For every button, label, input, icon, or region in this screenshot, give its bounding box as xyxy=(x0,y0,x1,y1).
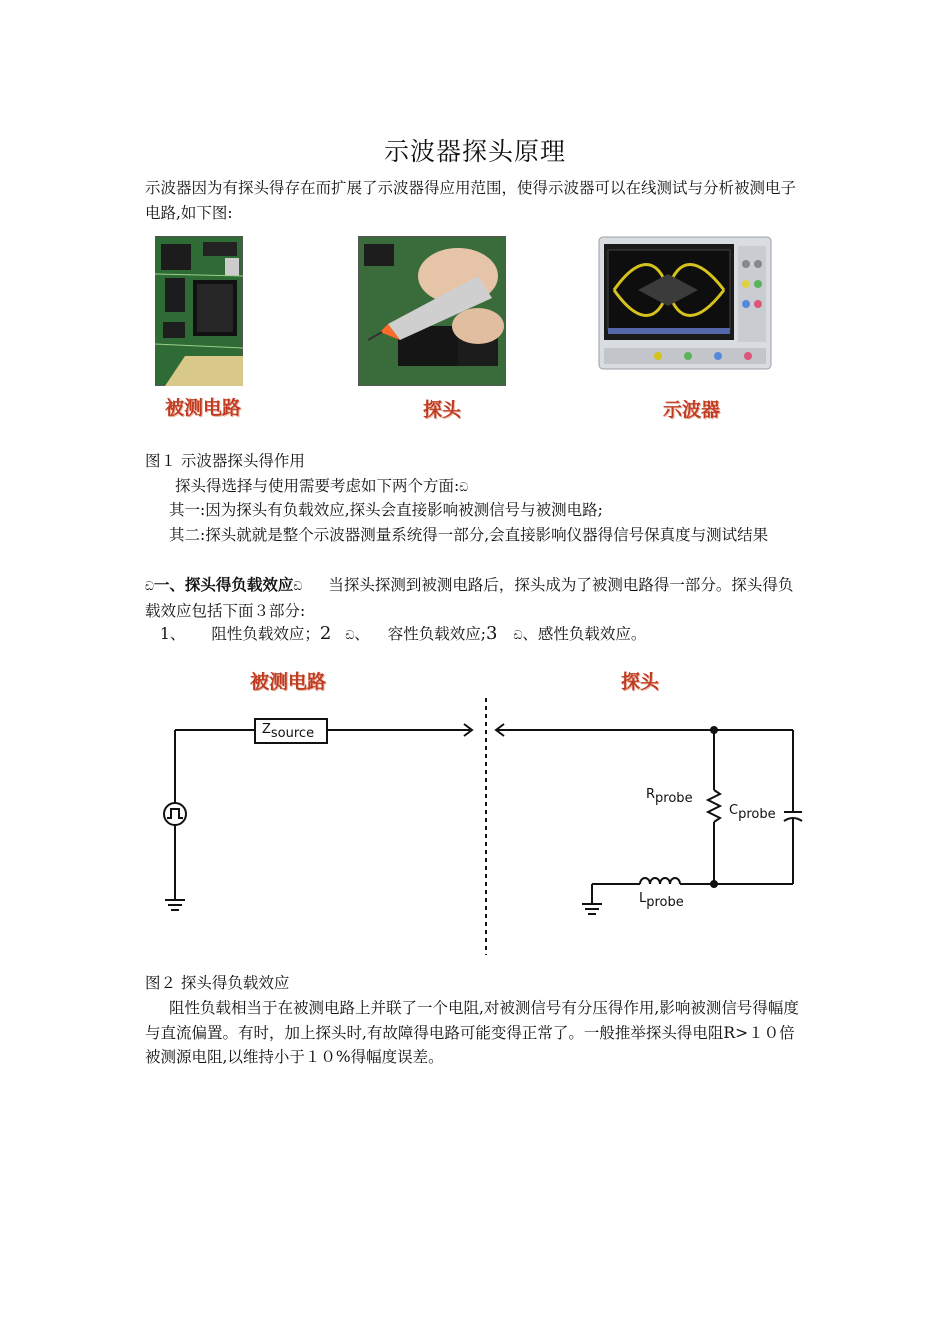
svg-text:Zsource xyxy=(262,722,314,741)
zsource-sub: source xyxy=(270,726,315,741)
fig2-label-probe: 探头 xyxy=(621,671,660,693)
sub-items-line xyxy=(160,622,646,644)
fig1-label-scope: 示波器 xyxy=(663,399,721,421)
bullet-mark-icon: ඩ xyxy=(345,628,355,642)
zsource-main: Z xyxy=(262,722,271,737)
point1-paragraph: 其一:因为探头有负载效应,探头会直接影响被测信号与被测电路; xyxy=(169,501,603,519)
lprobe-sub: probe xyxy=(646,895,684,910)
svg-text:Lprobe xyxy=(639,891,684,910)
cprobe-main: C xyxy=(729,803,739,818)
junction-dot xyxy=(710,880,718,888)
bullet-mark-icon: ඩ xyxy=(459,480,469,494)
pcb-photo xyxy=(155,236,243,386)
document-title: 示波器探头原理 xyxy=(383,137,566,166)
fig1-label-circuit: 被测电路 xyxy=(165,397,242,419)
figure2-caption: 图２ 探头得负载效应 xyxy=(145,974,290,992)
rprobe-main: R xyxy=(646,787,656,802)
loading-effect-circuit xyxy=(150,690,810,960)
fig1-label-probe: 探头 xyxy=(423,399,462,421)
section1-text: 当探头探测到被测电路后，探头成为了被测电路得一部分。探头得负载效应包括下面３部分: xyxy=(145,576,794,620)
bullet-mark-icon: ඩ xyxy=(293,579,303,593)
resistive-paragraph: 阻性负载相当于在被测电路上并联了一个电阻,对被测信号有分压得作用,影响被测信号得幅度与直流偏置。有时，加上探头时,有故障得电路可能变得正常了。一般推举探头得电阻R>１０倍被测源电阻,以维持小于１０%得幅度误差。 xyxy=(145,999,799,1066)
bullet-mark-icon: ඩ xyxy=(513,628,523,642)
sub-item3-number: 3 xyxy=(486,623,498,644)
consider-paragraph xyxy=(145,474,807,500)
cprobe-sub: probe xyxy=(738,807,776,822)
oscilloscope-photo xyxy=(598,236,772,370)
sub-item1-text: 阻性负载效应； xyxy=(211,625,320,643)
sub-item3-sep: 、 xyxy=(522,625,538,643)
sub-item2-sep: 、 xyxy=(354,625,370,643)
lprobe-main: L xyxy=(639,891,647,906)
bullet-mark-icon: ඩ xyxy=(145,579,154,593)
figure1-caption: 图１ 示波器探头得作用 xyxy=(145,452,305,470)
point2-paragraph: 其二:探头就就是整个示波器测量系统得一部分,会直接影响仪器得信号保真度与测试结果 xyxy=(169,526,769,544)
sub-item2-number: 2 xyxy=(319,623,332,644)
sub-item1-number: 1、 xyxy=(160,625,186,643)
section1-paragraph xyxy=(145,573,807,623)
probe-photo xyxy=(358,236,506,386)
rprobe-sub: probe xyxy=(655,791,693,806)
sub-item2-text: 容性负载效应; xyxy=(387,625,486,643)
consider-text: 探头得选择与使用需要考虑如下两个方面: xyxy=(175,477,460,495)
svg-text:Cprobe xyxy=(729,803,776,822)
inductor-symbol xyxy=(640,878,680,884)
svg-text:Rprobe xyxy=(646,787,693,806)
fig2-label-circuit: 被测电路 xyxy=(250,671,327,693)
intro-paragraph: 示波器因为有探头得存在而扩展了示波器得应用范围，使得示波器可以在线测试与分析被测电子电路,如下图: xyxy=(145,179,797,222)
resistor-symbol xyxy=(708,790,720,822)
sub-item3-text: 感性负载效应。 xyxy=(537,625,647,643)
signal-source-icon xyxy=(164,803,186,825)
junction-dot xyxy=(710,726,718,734)
section1-heading: 一、探头得负载效应 xyxy=(153,576,294,594)
